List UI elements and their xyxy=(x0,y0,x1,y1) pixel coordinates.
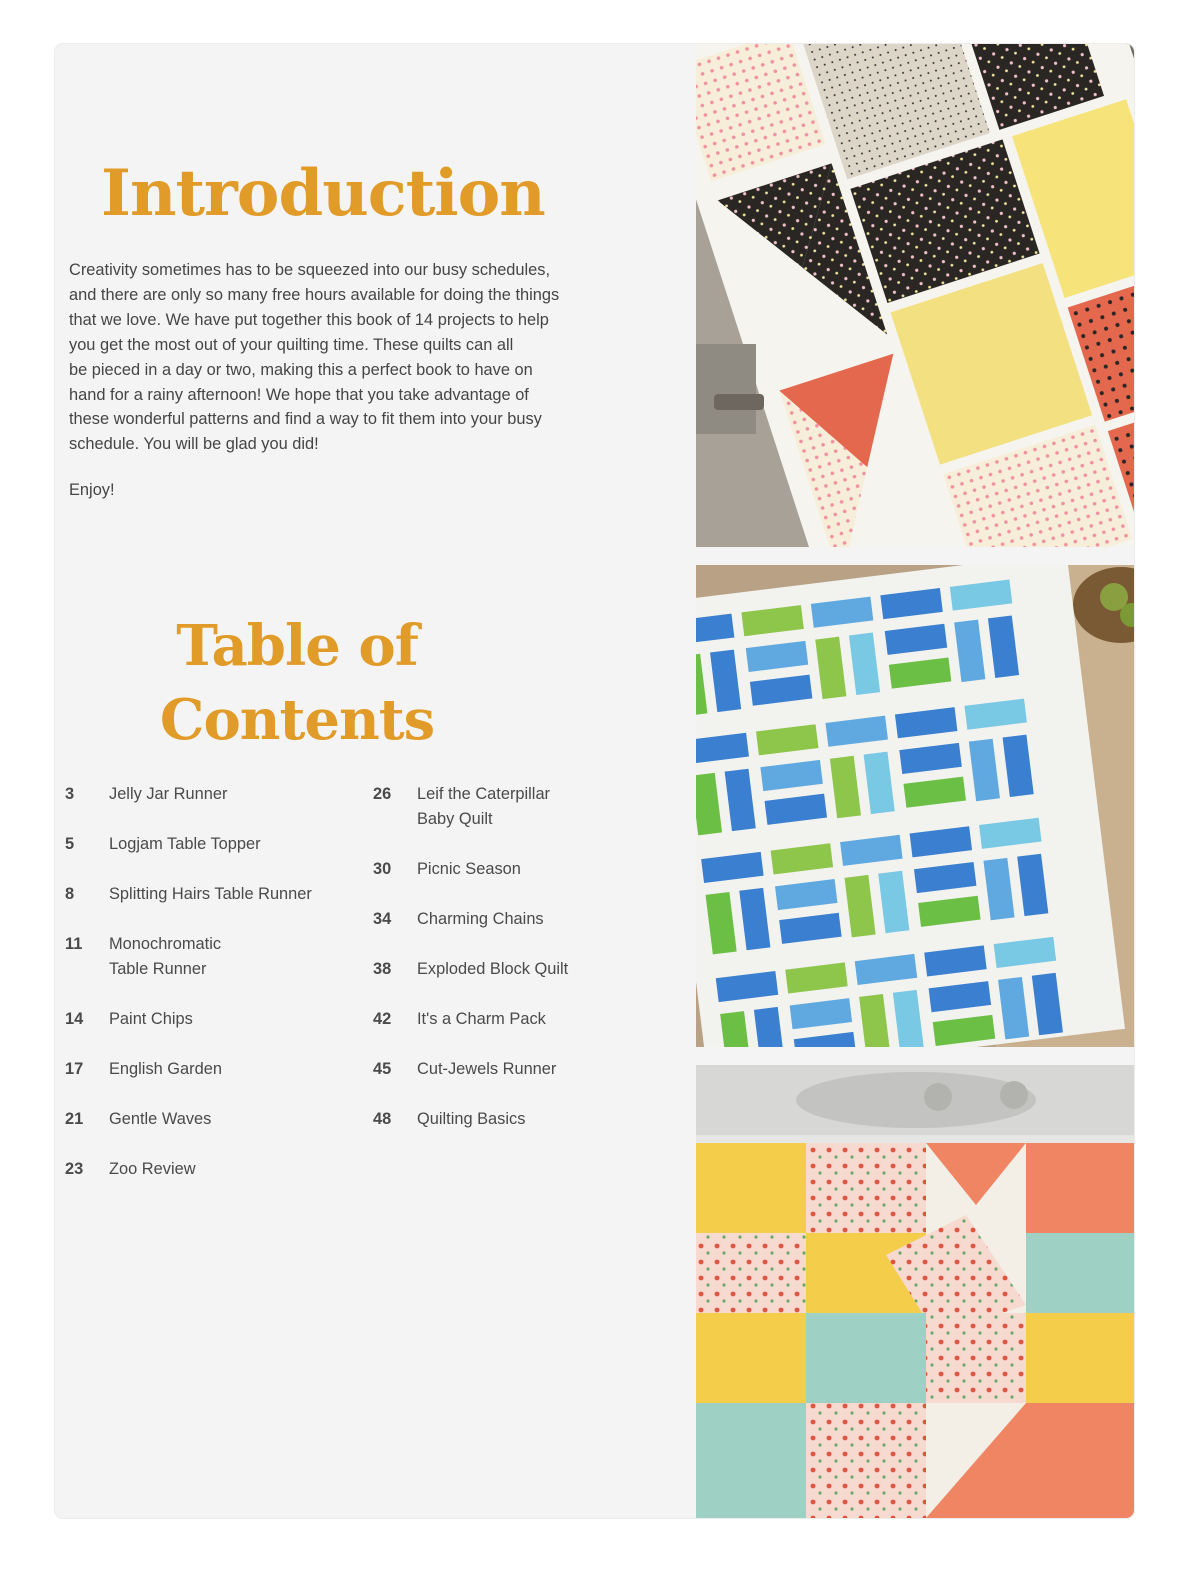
toc-page-number: 48 xyxy=(373,1110,392,1128)
toc-title: Cut-Jewels Runner xyxy=(417,1060,557,1078)
toc-page-number: 5 xyxy=(65,835,75,853)
toc-page-number: 21 xyxy=(65,1110,84,1128)
text-column xyxy=(55,44,695,1518)
toc-page-number: 45 xyxy=(373,1060,392,1078)
toc-title: Splitting Hairs Table Runner xyxy=(109,885,312,903)
toc-page-number: 38 xyxy=(373,960,392,978)
quilt-photo-pinwheels-art xyxy=(696,44,1134,547)
toc-page-number: 8 xyxy=(65,885,75,903)
toc-title: Zoo Review xyxy=(109,1160,196,1178)
toc-title: Gentle Waves xyxy=(109,1110,212,1128)
toc-title: Picnic Season xyxy=(417,860,521,878)
toc-heading-line-2: Contents xyxy=(159,687,435,753)
toc-title: Logjam Table Topper xyxy=(109,835,261,853)
quilt-photo-pinwheels xyxy=(696,44,1134,547)
introduction-heading: Introduction xyxy=(101,156,545,231)
toc-page-number: 26 xyxy=(373,785,392,803)
toc-heading-line-1: Table of xyxy=(176,613,418,679)
quilt-photo-bed-quilt xyxy=(696,1065,1134,1518)
toc-page-number: 17 xyxy=(65,1060,84,1078)
toc-page-number: 23 xyxy=(65,1160,84,1178)
toc-title: Exploded Block Quilt xyxy=(417,960,569,978)
toc-page-number: 3 xyxy=(65,785,75,803)
toc-page-number: 34 xyxy=(373,910,392,928)
toc-page-number: 42 xyxy=(373,1010,392,1028)
introduction-signoff: Enjoy! xyxy=(69,481,115,499)
toc-title: Quilting Basics xyxy=(417,1110,526,1128)
quilt-photo-rail-runner-art xyxy=(696,565,1134,1047)
quilt-photo-rail-runner xyxy=(696,565,1134,1047)
toc-page-number: 14 xyxy=(65,1010,84,1028)
toc-page-number: 30 xyxy=(373,860,392,878)
toc-title: Charming Chains xyxy=(417,910,544,928)
quilt-photo-bed-quilt-art xyxy=(696,1065,1134,1518)
toc-title: Monochromatic Table Runner xyxy=(109,935,222,978)
table-of-contents-heading xyxy=(127,609,467,757)
toc-title: It's a Charm Pack xyxy=(417,1010,546,1028)
toc-title: Leif the Caterpillar Baby Quilt xyxy=(417,785,551,828)
book-page xyxy=(55,44,1134,1518)
toc-title: English Garden xyxy=(109,1060,222,1078)
toc-page-number: 11 xyxy=(65,935,83,953)
toc-title: Jelly Jar Runner xyxy=(109,785,228,803)
toc-title: Paint Chips xyxy=(109,1010,193,1028)
introduction-paragraph: Creativity sometimes has to be squeezed into our busy schedules, and there are only so many free hours available for doing the things that we love. We have put together this book of 14 projects to help you get the most out of your quilting time. These quilts can all be pieced in a day or two, making this a perfect book to have on hand for a rainy afternoon! We hope that you take advantage of these wonderful patterns and find a way to fit them into your busy schedule. You will be glad you did! xyxy=(69,261,560,454)
